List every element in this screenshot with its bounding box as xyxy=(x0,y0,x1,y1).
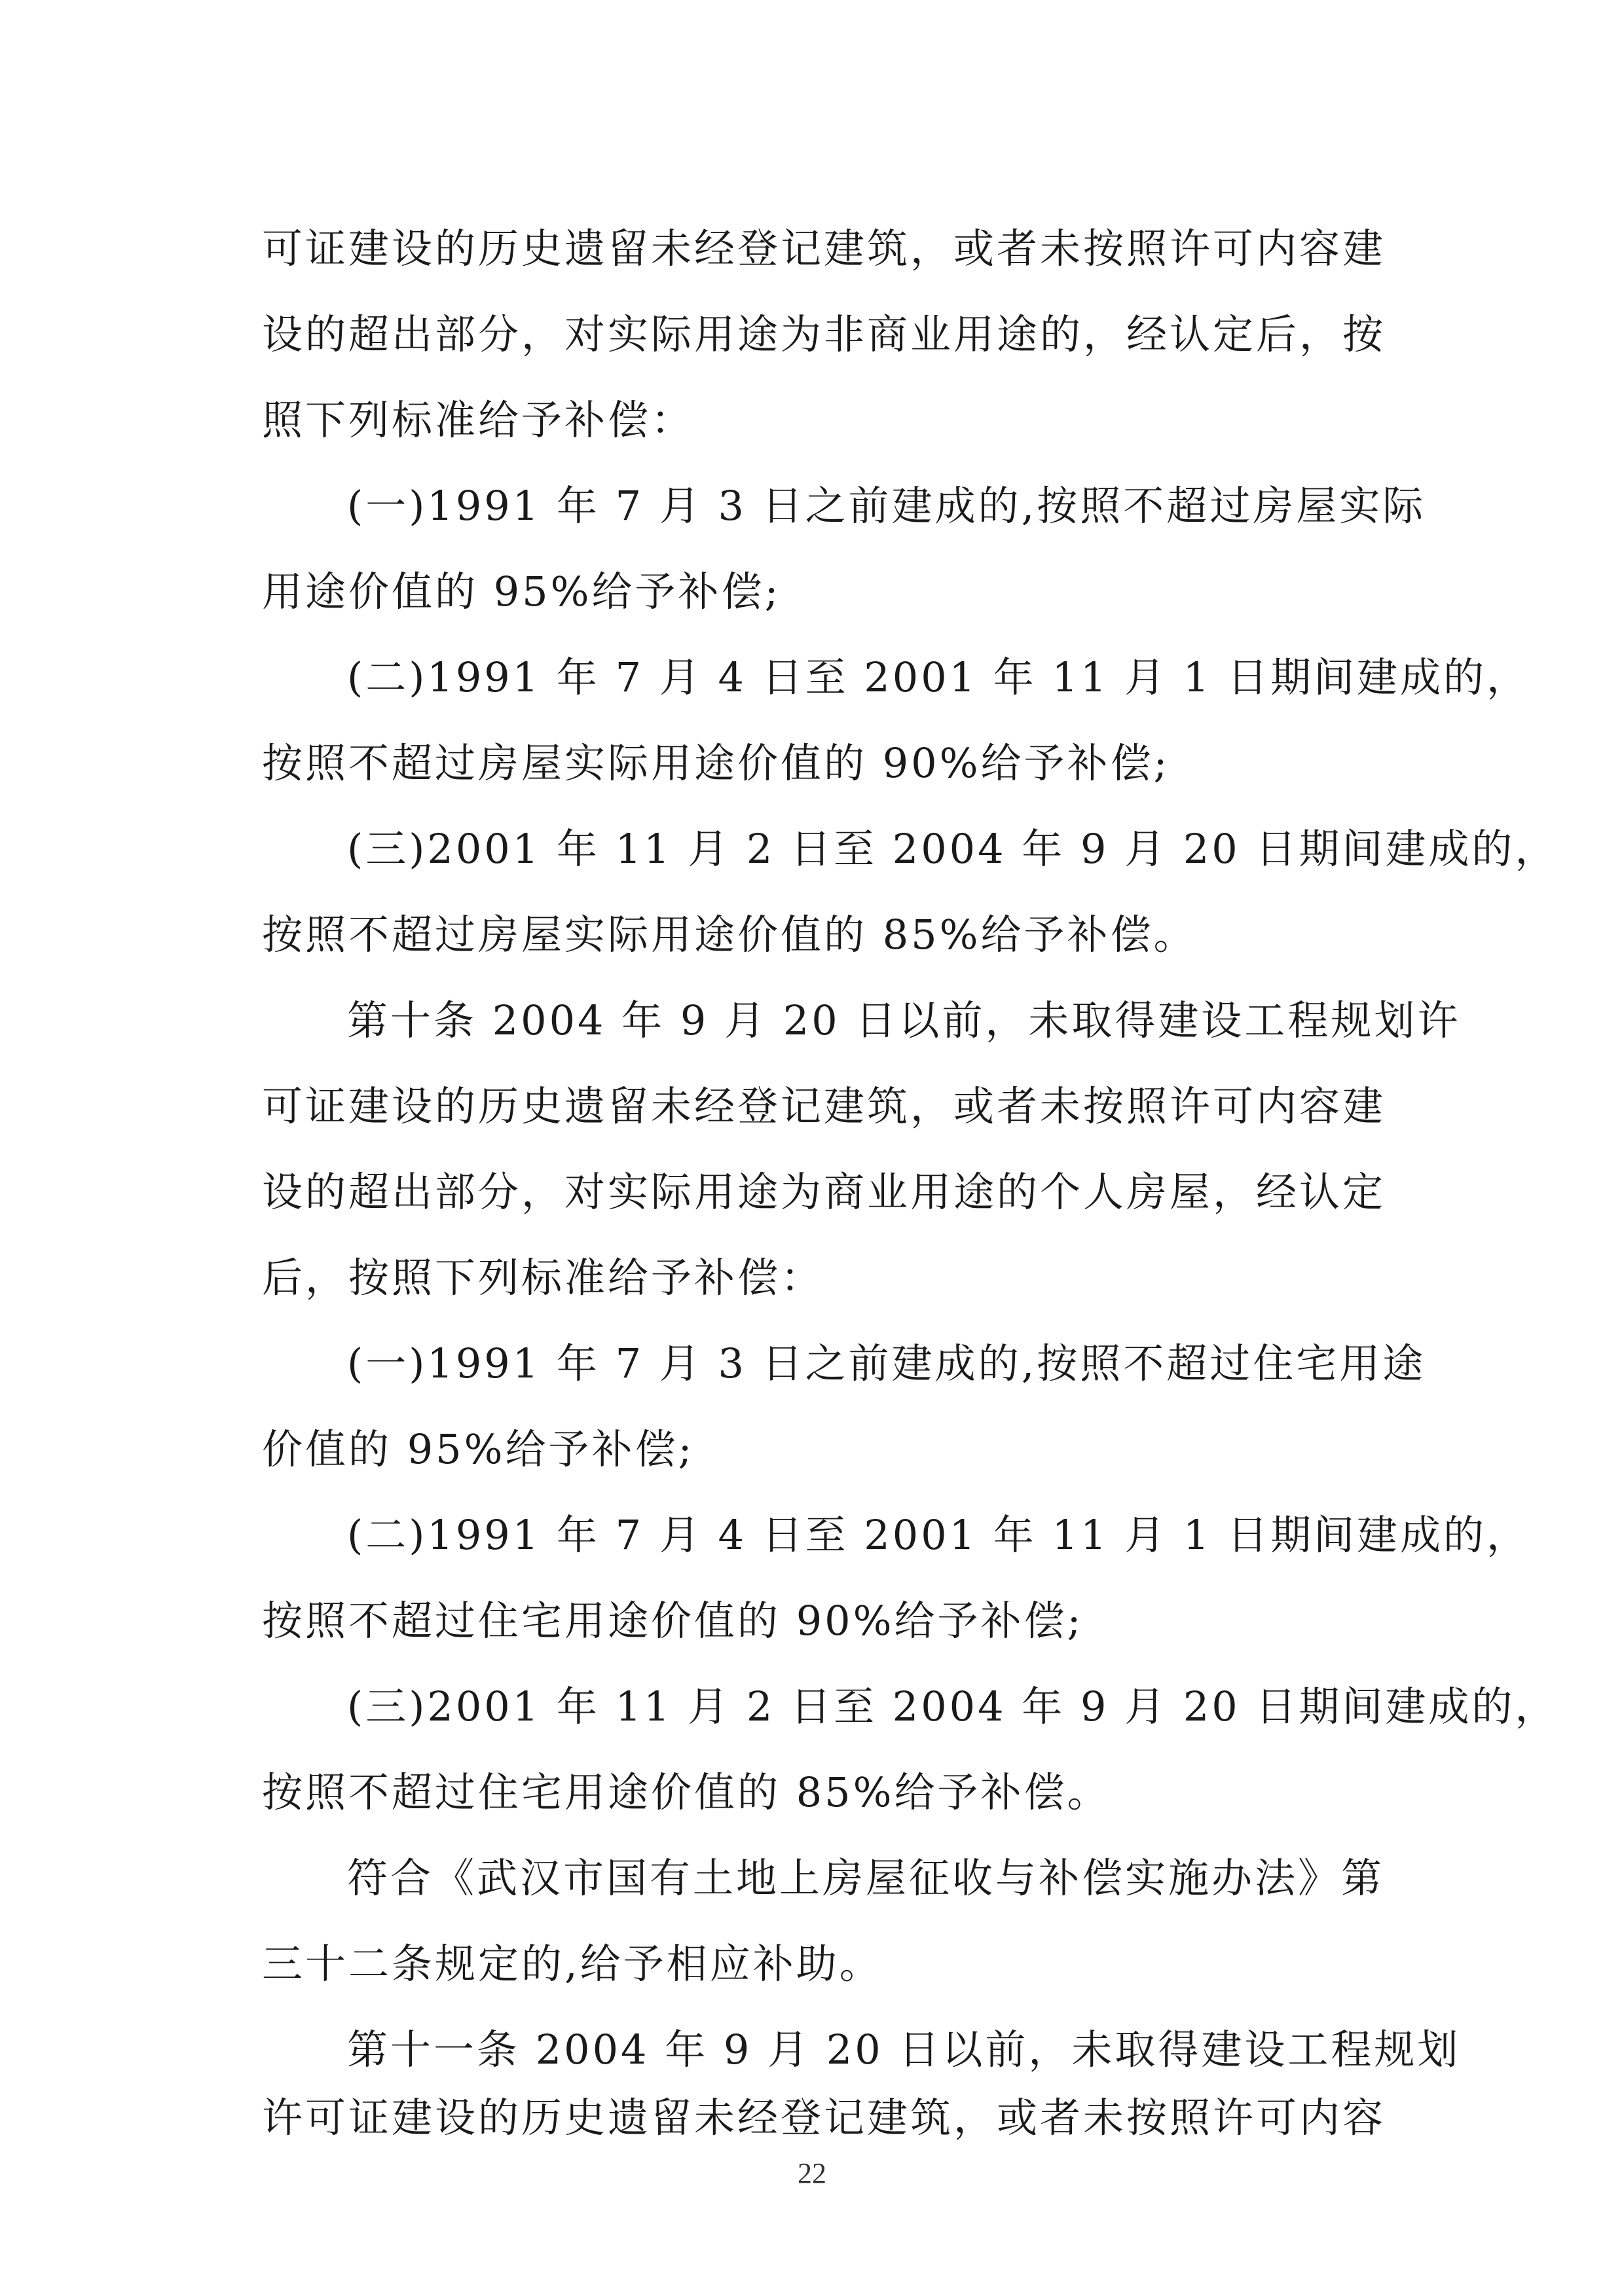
text-line: 用途价值的 95%给予补偿; xyxy=(262,568,781,615)
text-line: 符合《武汉市国有土地上房屋征收与补偿实施办法》第 xyxy=(347,1854,1385,1902)
text-line: 照下列标准给予补偿： xyxy=(262,396,695,444)
text-line: 按照不超过住宅用途价值的 85%给予补偿。 xyxy=(262,1768,1111,1816)
text-line: 设的超出部分，对实际用途为商业用途的个人房屋，经认定 xyxy=(262,1168,1386,1216)
text-line: 价值的 95%给予补偿; xyxy=(262,1425,695,1473)
text-line: 按照不超过房屋实际用途价值的 90%给予补偿; xyxy=(262,739,1170,787)
text-line: (二)1991 年 7 月 4 日至 2001 年 11 月 1 日期间建成的， xyxy=(347,1511,1530,1559)
text-line: 后，按照下列标准给予补偿： xyxy=(262,1254,824,1302)
article-heading-line: 第十一条 2004 年 9 月 20 日以前，未取得建设工程规划 xyxy=(347,2026,1461,2073)
text-line: 按照不超过住宅用途价值的 90%给予补偿; xyxy=(262,1597,1084,1645)
text-line: (一)1991 年 7 月 3 日之前建成的,按照不超过住宅用途 xyxy=(347,1339,1426,1387)
text-line: 许可证建设的历史遗留未经登记建筑，或者未按照许可内容 xyxy=(262,2094,1386,2141)
text-line: 按照不超过房屋实际用途价值的 85%给予补偿。 xyxy=(262,911,1197,958)
text-line: (三)2001 年 11 月 2 日至 2004 年 9 月 20 日期间建成的， xyxy=(347,1683,1559,1730)
page-number: 22 xyxy=(798,2157,826,2189)
text-line: 三十二条规定的,给予相应补助。 xyxy=(262,1940,883,1988)
text-line: (一)1991 年 7 月 3 日之前建成的,按照不超过房屋实际 xyxy=(347,482,1426,530)
article-heading-line: 第十条 2004 年 9 月 20 日以前，未取得建设工程规划许 xyxy=(347,996,1461,1044)
text-line: 可证建设的历史遗留未经登记建筑，或者未按照许可内容建 xyxy=(262,225,1386,272)
text-line: (二)1991 年 7 月 4 日至 2001 年 11 月 1 日期间建成的， xyxy=(347,653,1530,701)
text-line: 设的超出部分，对实际用途为非商业用途的，经认定后，按 xyxy=(262,310,1386,358)
text-line: 可证建设的历史遗留未经登记建筑，或者未按照许可内容建 xyxy=(262,1082,1386,1130)
text-line: (三)2001 年 11 月 2 日至 2004 年 9 月 20 日期间建成的， xyxy=(347,825,1559,873)
